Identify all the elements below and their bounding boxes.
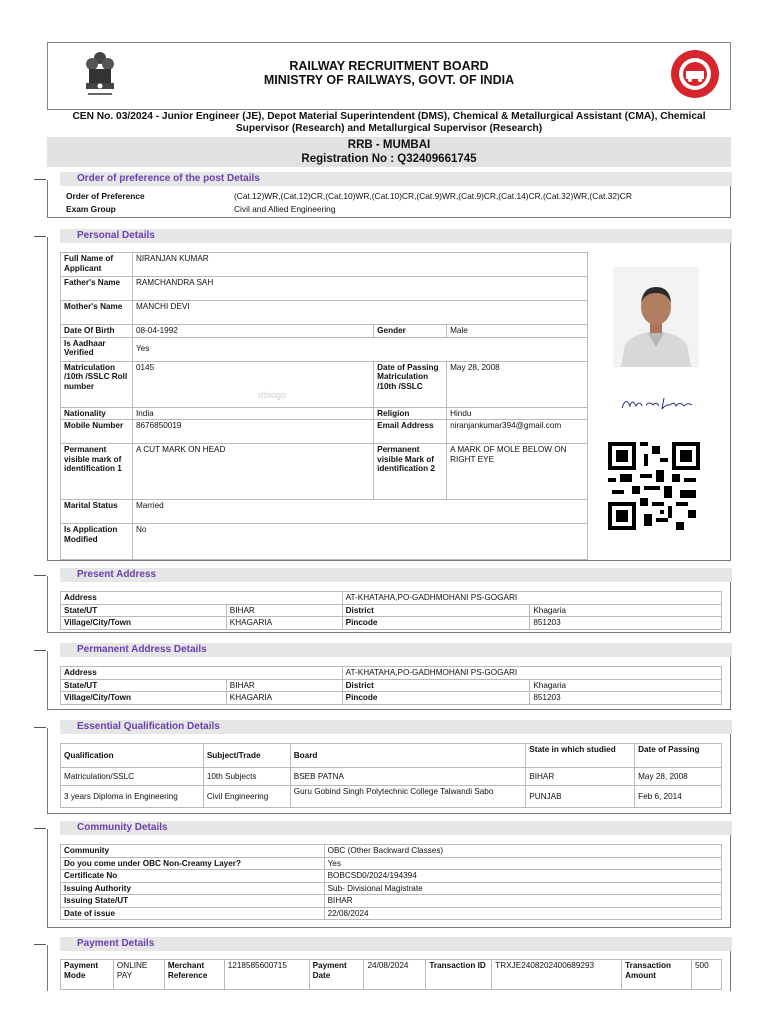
state: BIHAR [226,604,342,617]
table-row: Matriculation/SSLC 10th Subjects BSEB PATNA BIHAR May 28, 2008 [61,768,722,786]
aadhaar-verified: Yes [132,337,587,361]
mark-2: A MARK OF MOLE BELOW ON RIGHT EYE [447,444,588,500]
section-title: Present Address [77,569,157,580]
section-title: Payment Details [77,938,155,949]
section-title: Community Details [77,822,168,833]
father-name: RAMCHANDRA SAH [132,277,587,301]
qr-code [608,442,700,530]
qualification-header-row: Qualification Subject/Trade Board State in which studied Date of Passing [61,744,722,768]
nationality: India [132,407,373,420]
payment-table: Payment Mode ONLINE PAY Merchant Reference 1218585600715 Payment Date 24/08/2024 Transaction ID TRXJE2408202400689293 Transaction Amount 500 [60,959,722,990]
gender: Male [447,325,588,338]
religion: Hindu [447,407,588,420]
qualification-section [47,721,731,814]
notice-line-2: Supervisor (Research) and Metallurgical Supervisor (Research) [235,123,543,134]
table-row: Community OBC (Other Backward Classes) [61,845,722,858]
section-title: Permanent Address Details [77,644,207,655]
table-row: Issuing Authority Sub- Divisional Magistrate [61,882,722,895]
mark-1: A CUT MARK ON HEAD [132,444,373,500]
district: Khagaria [530,679,722,692]
district: Khagaria [530,604,722,617]
transaction-amount: 500 [691,960,721,990]
exam-group-label: Exam Group [66,204,116,214]
rrb-name: RRB - MUMBAI [347,139,431,151]
exam-group-value: Civil and Allied Engineering [234,204,336,214]
document-header [47,42,731,110]
personal-details-section [47,230,731,561]
pincode: 851203 [530,617,722,630]
payment-mode: ONLINE PAY [113,960,164,990]
dob: 08-04-1992 [132,325,373,338]
notice-line-1: CEN No. 03/2024 - Junior Engineer (JE), Depot Material Superintendent (DMS), Chemical & Metallurgical Assistant (CMA), Chemical [72,111,706,122]
registration-bar [47,137,731,167]
payment-date: 24/08/2024 [364,960,426,990]
section-title: Essential Qualification Details [77,721,220,732]
table-row: Certificate No BOBCSD0/2024/194394 [61,870,722,883]
matric-roll: 0145 [132,361,373,407]
notice-title [47,111,731,135]
qualification-table [60,743,722,808]
ministry-title: MINISTRY OF RAILWAYS, GOVT. OF INDIA [263,73,515,87]
community-table [60,844,722,920]
email: niranjankumar394@gmail.com [447,420,588,444]
applicant-signature [618,392,698,414]
section-title: Personal Details [77,230,155,241]
community-section [47,822,731,928]
present-address-section [47,569,731,633]
preference-section [47,173,731,218]
village: KHAGARIA [226,617,342,630]
section-title: Order of preference of the post Details [77,173,260,184]
personal-table: Full Name of Applicant NIRANJAN KUMAR Father's Name RAMCHANDRA SAH Mother's Name MANCHI DEVI Date Of Birth 08-04-1992 Gender Male Is Aadhaar Verified Yes Matriculation /10th /SSLC Roll number 0145 Date of Passing Matriculation /10th /SSLC May 28, 2008 Nationality India Religion Hindu Mobile Number 8676850019 Email Address niranjankumar394@gmail.com Permanent visible mark of identification 1 A CUT MARK ON HEAD Permanent visible Mark of identification 2 A MARK OF MOLE BELOW ON RIGHT EYE Marital Status Married Is Application Modified No [60,252,588,560]
permanent-address-section [47,644,731,710]
registration-number: Registration No : Q32409661745 [301,153,477,165]
village: KHAGARIA [226,692,342,705]
board-title: RAILWAY RECRUITMENT BOARD [289,59,489,73]
payment-section [47,938,731,991]
marital-status: Married [132,500,587,524]
table-row: Do you come under OBC Non-Creamy Layer? Yes [61,857,722,870]
mobile: 8676850019 [132,420,373,444]
indian-railways-logo-icon [670,49,720,99]
present-address-table: Address AT-KHATAHA,PO-GADHMOHANI PS-GOGARI State/UT BIHAR District Khagaria Village/City/Town KHAGARIA Pincode 851203 [60,591,722,630]
address: AT-KHATAHA,PO-GADHMOHANI PS-GOGARI [342,592,721,605]
merchant-reference: 1218585600715 [224,960,309,990]
state: BIHAR [226,679,342,692]
table-row: Date of issue 22/08/2024 [61,907,722,920]
table-row: 3 years Diploma in Engineering Civil Engineering Guru Gobind Singh Polytechnic College Talwandi Sabo PUNJAB Feb 6, 2014 [61,786,722,808]
watermark: rrblogo [258,390,287,400]
passing-date: May 28, 2008 [447,361,588,407]
mother-name: MANCHI DEVI [132,301,587,325]
applicant-photo [613,267,699,367]
full-name: NIRANJAN KUMAR [132,253,587,277]
permanent-address-table: Address AT-KHATAHA,PO-GADHMOHANI PS-GOGARI State/UT BIHAR District Khagaria Village/City/Town KHAGARIA Pincode 851203 [60,666,722,705]
order-value: (Cat.12)WR,(Cat.12)CR,(Cat.10)WR,(Cat.10)CR,(Cat.9)WR,(Cat.9)CR,(Cat.14)CR,(Cat.32)WR,(Cat.32)CR [234,191,632,201]
address: AT-KHATAHA,PO-GADHMOHANI PS-GOGARI [342,667,721,680]
pincode: 851203 [530,692,722,705]
transaction-id: TRXJE2408202400689293 [492,960,622,990]
order-label: Order of Preference [66,191,145,201]
table-row: Issuing State/UT BIHAR [61,895,722,908]
application-modified: No [132,524,587,560]
